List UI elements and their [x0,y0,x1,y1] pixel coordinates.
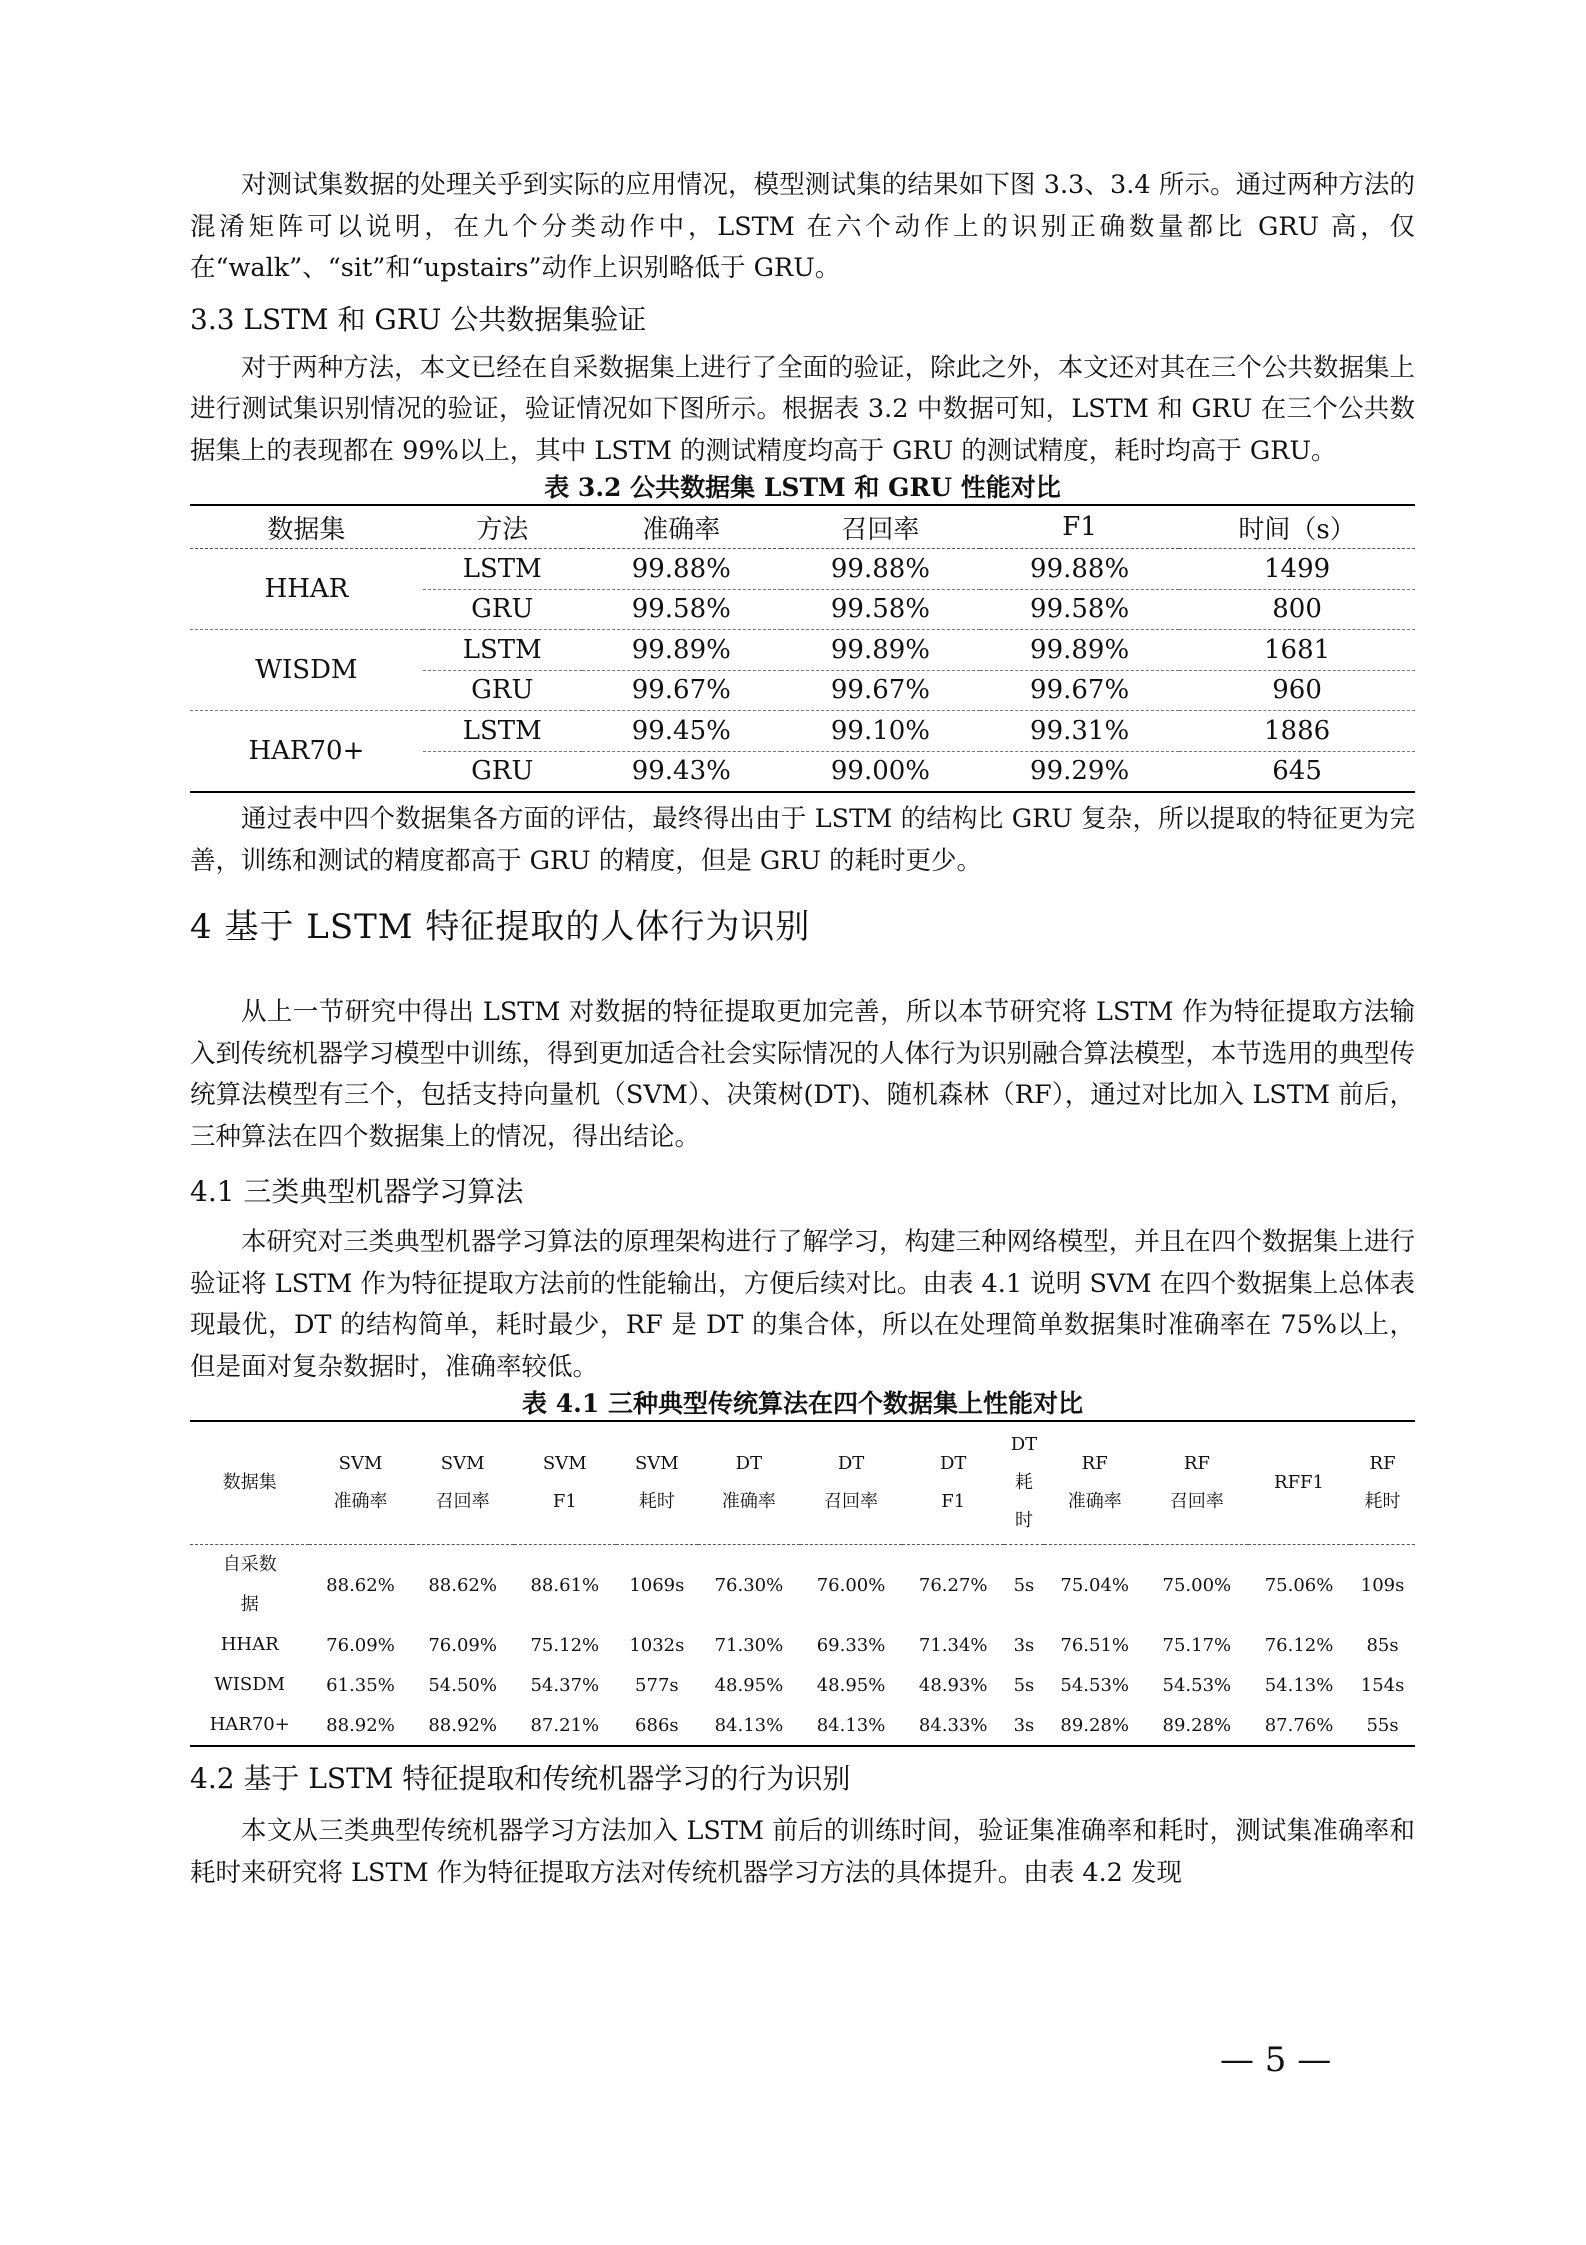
section-heading-4-1: 4.1 三类典型机器学习算法 [190,1175,524,1208]
table-header-cell: DT 召回率 [824,1453,879,1512]
table-cell: 71.34% [918,1634,988,1656]
table-cell: 99.88% [980,549,1179,590]
table-cell: LSTM [423,549,582,590]
table-cell: 1681 [1179,630,1415,671]
table-cell: 1069s [629,1574,685,1596]
table-cell: 99.58% [582,589,781,630]
table-cell: 99.58% [980,589,1179,630]
table-caption-4-1: 表 4.1 三种典型传统算法在四个数据集上性能对比 [522,1389,1083,1418]
section-heading-4-2: 4.2 基于 LSTM 特征提取和传统机器学习的行为识别 [190,1762,851,1795]
table-header-cell: 准确率 [582,505,781,549]
table-header-cell: SVM 召回率 [435,1453,490,1512]
table-cell: 48.93% [918,1674,988,1696]
paragraph: 本研究对三类典型机器学习算法的原理架构进行了解学习，构建三种网络模型，并且在四个数据集上进行验证将 LSTM 作为特征提取方法前的性能输出，方便后续对比。由表 4.1 说明 SVM 在四个数据集上总体表现最优，DT 的结构简单，耗时最少，RF 是 DT 的集合体，所以在处理简单数据集时准确率在 75%以上，但是面对复杂数据时，准确率较低。 [190,1227,1415,1382]
table-cell: GRU [423,670,582,711]
table-cell: 76.00% [816,1574,886,1596]
table-cell: 85s [1366,1634,1399,1656]
table-cell: 99.43% [582,751,781,792]
table-cell: 686s [635,1714,679,1736]
table-cell: 99.10% [781,711,980,752]
table-cell: 61.35% [326,1674,395,1696]
table-cell: 99.67% [582,670,781,711]
table-cell: 87.76% [1264,1714,1334,1736]
table-cell: 5s [1013,1574,1035,1596]
dataset-cell: HAR70+ [190,711,423,793]
table-cell: 54.37% [530,1674,600,1696]
table-cell: 71.30% [714,1634,784,1656]
table-cell: 76.12% [1264,1634,1334,1656]
table-cell: 89.28% [1060,1714,1130,1736]
table-row [190,630,1415,671]
table-cell: 99.89% [980,630,1179,671]
paragraph: 从上一节研究中得出 LSTM 对数据的特征提取更加完善，所以本节研究将 LSTM 作为特征提取方法输入到传统机器学习模型中训练，得到更加适合社会实际情况的人体行为识别融合算法模型，本节选用的典型传统算法模型有三个，包括支持向量机（SVM）、决策树(DT)、随机森林（RF），通过对比加入 LSTM 前后，三种算法在四个数据集上的情况，得出结论。 [190,997,1415,1152]
table-cell: 76.51% [1060,1634,1130,1656]
paragraph: 通过表中四个数据集各方面的评估，最终得出由于 LSTM 的结构比 GRU 复杂，所以提取的特征更为完善，训练和测试的精度都高于 GRU 的精度，但是 GRU 的耗时更少。 [190,804,1415,876]
chapter-heading-4: 4 基于 LSTM 特征提取的人体行为识别 [190,907,811,947]
table-header-cell: RF 耗时 [1364,1453,1401,1512]
table-cell: 645 [1179,751,1415,792]
table-header-cell: SVM 耗时 [634,1453,679,1512]
table-cell: 99.45% [582,711,781,752]
table-cell: 48.95% [714,1674,784,1696]
table-cell: 76.09% [428,1634,497,1656]
table-cell: 1032s [629,1634,685,1656]
table-cell: 75.00% [1162,1574,1232,1596]
table-cell: 3s [1013,1714,1035,1736]
table-cell: 99.58% [781,589,980,630]
table-cell: 99.67% [980,670,1179,711]
table-cell: 84.13% [816,1714,886,1736]
page-content [190,165,1415,1894]
table-row [190,1545,1415,1626]
table-row [190,549,1415,590]
paragraph: 本文从三类典型传统机器学习方法加入 LSTM 前后的训练时间，验证集准确率和耗时，测试集准确率和耗时来研究将 LSTM 作为特征提取方法对传统机器学习方法的具体提升。由表 4.2 发现 [190,1816,1415,1888]
table-cell: 99.29% [980,751,1179,792]
table-cell: 69.33% [816,1634,886,1656]
table-header-cell: SVM 准确率 [333,1453,388,1512]
table-header-cell: SVM F1 [542,1453,587,1512]
table-cell: 76.27% [918,1574,988,1596]
table-cell: 577s [635,1674,679,1696]
table-cell: 84.13% [714,1714,784,1736]
paragraph: 对测试集数据的处理关乎到实际的应用情况，模型测试集的结果如下图 3.3、3.4 所示。通过两种方法的混淆矩阵可以说明，在九个分类动作中，LSTM 在六个动作上的识别正确数量都比 GRU 高，仅在“walk”、“sit”和“upstairs”动作上识别略低于 GRU。 [190,170,1415,283]
table-header-cell: DT 耗 时 [1010,1434,1038,1531]
table-row [190,1625,1415,1665]
table-cell: 1886 [1179,711,1415,752]
table-cell: 88.92% [326,1714,395,1736]
table-cell: 75.04% [1060,1574,1130,1596]
table-cell: 154s [1360,1674,1405,1696]
table-cell: 88.62% [428,1574,497,1596]
table-cell: 54.50% [428,1674,497,1696]
table-cell: WISDM [214,1674,286,1695]
table-cell: LSTM [423,630,582,671]
table-cell: 88.92% [428,1714,497,1736]
table-caption-3-2: 表 3.2 公共数据集 LSTM 和 GRU 性能对比 [544,473,1061,502]
table-header-cell: RF 召回率 [1169,1453,1224,1512]
table-cell: 75.17% [1162,1634,1232,1656]
table-header-cell: DT F1 [939,1453,967,1512]
table-cell: 99.88% [781,549,980,590]
table-cell: 5s [1013,1674,1035,1696]
table-cell: 3s [1013,1634,1035,1656]
page-number: — 5 — [1220,2040,1332,2080]
table-header-cell: 方法 [423,505,582,549]
table-header-cell: F1 [980,505,1179,549]
table-cell: 109s [1360,1574,1405,1596]
paragraph: 对于两种方法，本文已经在自采数据集上进行了全面的验证，除此之外，本文还对其在三个公共数据集上进行测试集识别情况的验证，验证情况如下图所示。根据表 3.2 中数据可知，LSTM 和 GRU 在三个公共数据集上的表现都在 99%以上，其中 LSTM 的测试精度均高于 GRU 的测试精度，耗时均高于 GRU。 [190,352,1415,466]
dataset-cell: HHAR [190,549,423,630]
table-cell: 75.12% [530,1634,600,1656]
table-header-cell: RFF1 [1274,1472,1324,1493]
table-cell: 76.09% [326,1634,395,1656]
table-header-cell: 时间（s） [1179,505,1415,549]
table-cell: 99.31% [980,711,1179,752]
table-cell: 1499 [1179,549,1415,590]
table-cell: GRU [423,589,582,630]
table-cell: HHAR [220,1634,279,1655]
table-cell: 99.89% [582,630,781,671]
table-cell: 54.53% [1060,1674,1130,1696]
table-header-row [190,1421,1415,1545]
table-header-cell: 数据集 [222,1472,277,1493]
table-cell: 99.67% [781,670,980,711]
table-cell: 48.95% [816,1674,886,1696]
table-cell: 55s [1366,1714,1399,1736]
table-cell: 99.88% [582,549,781,590]
table-cell: 自采数 据 [222,1554,277,1615]
table-cell: 99.89% [781,630,980,671]
table-cell: HAR70+ [209,1714,290,1735]
table-cell: 800 [1179,589,1415,630]
table-cell: 54.13% [1264,1674,1334,1696]
table-cell: GRU [423,751,582,792]
table-3-2 [190,504,1415,793]
table-cell: 54.53% [1162,1674,1232,1696]
table-cell: 99.00% [781,751,980,792]
table-cell: 76.30% [714,1574,784,1596]
table-cell: 84.33% [918,1714,988,1736]
table-cell: 87.21% [530,1714,600,1736]
table-row [190,1665,1415,1705]
section-heading-3-3: 3.3 LSTM 和 GRU 公共数据集验证 [190,302,647,336]
table-cell: 88.62% [326,1574,395,1596]
table-row [190,711,1415,752]
table-header-cell: RF 准确率 [1067,1453,1122,1512]
dataset-cell: WISDM [190,630,423,711]
table-cell: 88.61% [530,1574,600,1596]
table-4-1 [190,1420,1415,1747]
table-header-cell: DT 准确率 [721,1453,776,1512]
table-cell: 960 [1179,670,1415,711]
table-cell: 89.28% [1162,1714,1232,1736]
table-header-cell: 召回率 [781,505,980,549]
table-header-cell: 数据集 [190,505,423,549]
table-cell: LSTM [423,711,582,752]
table-row [190,1705,1415,1746]
table-cell: 75.06% [1264,1574,1334,1596]
